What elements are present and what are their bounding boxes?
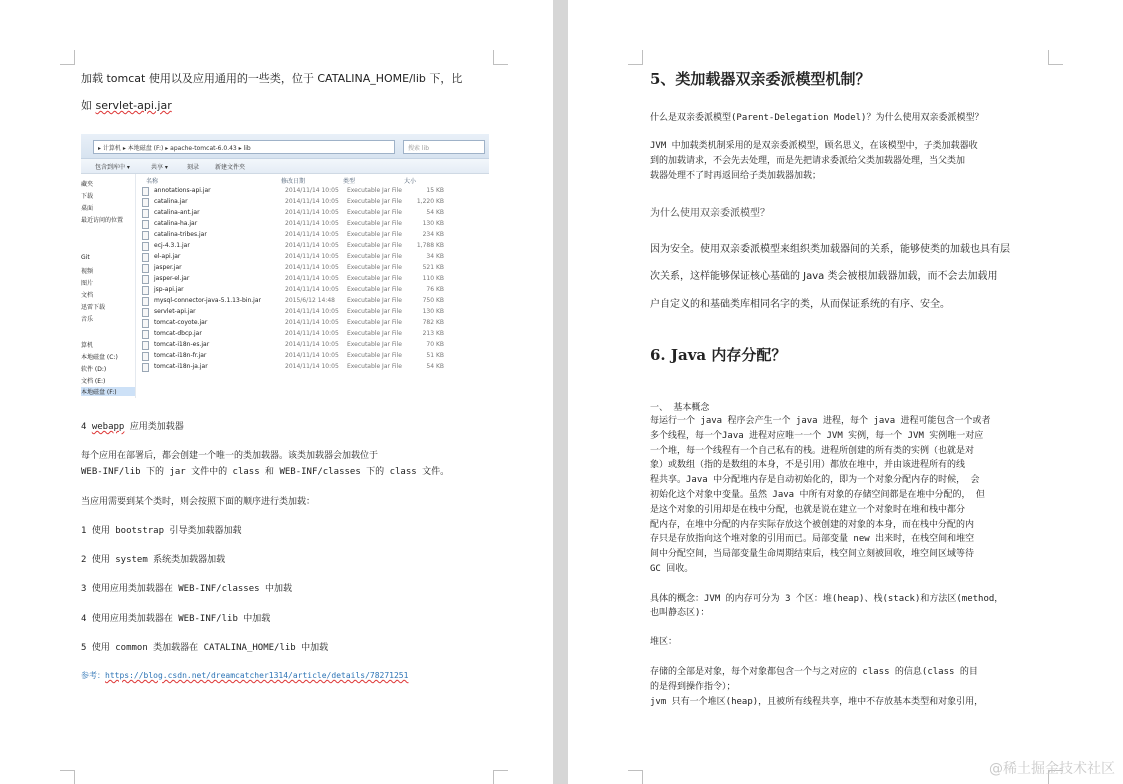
column-header: 修改日期 — [281, 178, 306, 185]
explorer-nav-pane — [81, 174, 136, 398]
file-size: 51 KB — [426, 352, 444, 359]
file-date: 2014/11/14 10:05 — [285, 264, 339, 271]
file-name: jasper-el.jar — [154, 275, 190, 282]
file-size: 782 KB — [422, 319, 444, 326]
intro-prefix: 如 — [81, 99, 96, 112]
crop-mark — [60, 770, 75, 784]
nav-item: 软件 (D:) — [81, 366, 107, 373]
explorer-path-box — [93, 140, 395, 154]
file-date: 2014/11/14 10:05 — [285, 253, 339, 260]
file-row — [142, 230, 482, 240]
file-type: Executable Jar File — [347, 308, 402, 315]
file-date: 2014/11/14 10:05 — [285, 209, 339, 216]
file-type: Executable Jar File — [347, 319, 402, 326]
file-icon — [142, 363, 149, 372]
file-name: mysql-connector-java-5.1.13-bin.jar — [154, 297, 261, 304]
file-type: Executable Jar File — [347, 220, 402, 227]
file-size: 54 KB — [426, 363, 444, 370]
file-row — [142, 219, 482, 229]
file-row — [142, 263, 482, 273]
file-row — [142, 307, 482, 317]
file-size: 1,788 KB — [416, 242, 444, 249]
toolbar-item: 包含到库中 ▾ — [95, 164, 130, 171]
file-row — [142, 197, 482, 207]
file-date: 2014/11/14 10:05 — [285, 242, 339, 249]
paragraph-line: 户自定义的和基础类库相同名字的类，从而保证系统的有序、安全。 — [650, 299, 950, 310]
file-icon — [142, 198, 149, 207]
column-header: 类型 — [343, 178, 356, 185]
crop-mark — [493, 770, 508, 784]
file-type: Executable Jar File — [347, 286, 402, 293]
paragraph-line: 每运行一个 java 程序会产生一个 java 进程，每个 java 进程可能包含一个或者 — [650, 416, 991, 426]
file-name: annotations-api.jar — [154, 187, 211, 194]
file-name: jasper.jar — [154, 264, 182, 271]
explorer-path: ▸ 计算机 ▸ 本地磁盘 (F:) ▸ apache-tomcat-6.0.43 ▸ lib — [98, 145, 251, 152]
sub-heading: 一、 基本概念 — [650, 403, 710, 413]
file-row — [142, 318, 482, 328]
paragraph-line: 也叫静态区)： — [650, 608, 710, 618]
intro-jar-name: servlet-api.jar — [95, 99, 172, 112]
file-name: catalina.jar — [154, 198, 188, 205]
file-date: 2014/11/14 10:05 — [285, 352, 339, 359]
file-type: Executable Jar File — [347, 363, 402, 370]
paragraph-line: 载器处理不了时再返回给子类加载器加载； — [650, 171, 822, 181]
reference-link[interactable]: https://blog.csdn.net/dreamcatcher1314/article/details/78271251 — [105, 671, 409, 680]
file-type: Executable Jar File — [347, 330, 402, 337]
toolbar-item: 共享 ▾ — [151, 164, 168, 171]
section-heading-6: 6. Java 内存分配？ — [650, 346, 787, 364]
paragraph-line: JVM 中加载类机制采用的是双亲委派模型，顾名思义，在该模型中，子类加载器收 — [650, 141, 978, 151]
paragraph-line: 具体的概念：JVM 的内存可分为 3 个区：堆(heap)、栈(stack)和方法区(method， — [650, 594, 1004, 604]
file-date: 2014/11/14 10:05 — [285, 187, 339, 194]
heading-number: 4 — [81, 422, 92, 432]
paragraph-line: 间中分配空间，当局部变量生命周期结束后，栈空间立刻被回收，堆空间区域等待 — [650, 549, 975, 560]
crop-mark — [493, 50, 508, 65]
file-date: 2014/11/14 10:05 — [285, 319, 339, 326]
reference-line — [81, 670, 408, 681]
file-explorer-screenshot — [81, 134, 489, 398]
webapp-heading — [81, 419, 184, 432]
file-icon — [142, 253, 149, 262]
file-icon — [142, 231, 149, 240]
file-size: 54 KB — [426, 209, 444, 216]
file-icon — [142, 242, 149, 251]
file-row — [142, 274, 482, 284]
question-line: 什么是双亲委派模型(Parent-Delegation Model)？为什么使用双亲委派模型？ — [650, 113, 984, 123]
file-type: Executable Jar File — [347, 352, 402, 359]
nav-item: 迅雷下载 — [81, 304, 106, 311]
paragraph-line: 的是得到操作指令）； — [650, 682, 736, 692]
paragraph-line: WEB-INF/lib 下的 jar 文件中的 class 和 WEB-INF/classes 下的 class 文件。 — [81, 467, 450, 477]
paragraph-line: 当应用需要到某个类时，则会按照下面的顺序进行类加载： — [81, 497, 316, 507]
toolbar-item: 刻录 — [187, 164, 200, 171]
crop-mark — [628, 770, 643, 784]
intro-line: 加载 tomcat 使用以及应用通用的一些类，位于 CATALINA_HOME/lib 下，比 — [81, 72, 463, 85]
file-type: Executable Jar File — [347, 231, 402, 238]
file-type: Executable Jar File — [347, 242, 402, 249]
nav-item: 最近访问的位置 — [81, 217, 124, 224]
file-type: Executable Jar File — [347, 297, 402, 304]
paragraph-line: jvm 只有一个堆区(heap)，且被所有线程共享，堆中不存放基本类型和对象引用， — [650, 697, 984, 707]
paragraph-line: 程共享。Java 中分配堆内存是自动初始化的，即为一个对象分配内存的时候， 会 — [650, 475, 980, 486]
file-name: catalina-ant.jar — [154, 209, 200, 216]
heading-keyword: webapp — [91, 422, 125, 432]
nav-item: 算机 — [81, 342, 94, 349]
file-icon — [142, 352, 149, 361]
file-name: tomcat-i18n-ja.jar — [154, 363, 208, 370]
file-icon — [142, 286, 149, 295]
nav-item: 藏夹 — [81, 181, 94, 188]
section-heading-5: 5、类加载器双亲委派模型机制？ — [650, 70, 871, 88]
paragraph-line: GC 回收。 — [650, 564, 694, 574]
file-row — [142, 241, 482, 251]
file-date: 2015/6/12 14:48 — [285, 297, 335, 304]
crop-mark — [1048, 50, 1063, 65]
file-name: tomcat-i18n-es.jar — [154, 341, 210, 348]
step-item: 1 使用 bootstrap 引导类加载器加载 — [81, 526, 242, 536]
step-item: 3 使用应用类加载器在 WEB-INF/classes 中加载 — [81, 584, 292, 594]
intro-line — [81, 97, 172, 113]
nav-item: 文档 (E:) — [81, 378, 106, 385]
file-date: 2014/11/14 10:05 — [285, 198, 339, 205]
file-icon — [142, 275, 149, 284]
file-icon — [142, 308, 149, 317]
file-type: Executable Jar File — [347, 341, 402, 348]
paragraph-line: 存储的全部是对象，每个对象都包含一个与之对应的 class 的信息(class 的目 — [650, 667, 978, 677]
step-item: 4 使用应用类加载器在 WEB-INF/lib 中加载 — [81, 614, 271, 624]
file-date: 2014/11/14 10:05 — [285, 330, 339, 337]
paragraph-line: 一个堆，每一个线程有一个自己私有的栈。进程所创建的所有类的实例（也就是对 — [650, 445, 975, 456]
nav-item-selected: 本地磁盘 (F:) — [81, 387, 135, 396]
file-type: Executable Jar File — [347, 264, 402, 271]
question-line: 为什么使用双亲委派模型？ — [650, 208, 770, 219]
file-size: 76 KB — [426, 286, 444, 293]
file-icon — [142, 209, 149, 218]
file-date: 2014/11/14 10:05 — [285, 275, 339, 282]
step-item: 2 使用 system 系统类加载器加载 — [81, 555, 226, 565]
file-size: 750 KB — [422, 297, 444, 304]
file-name: ecj-4.3.1.jar — [154, 242, 190, 249]
file-size: 234 KB — [422, 231, 444, 238]
file-size: 130 KB — [422, 308, 444, 315]
paragraph-line: 存只是存放指向这个堆对象的引用而已。局部变量 new 出来时，在栈空间和堆空 — [650, 534, 975, 545]
document-page-left — [0, 0, 553, 784]
page-gutter — [553, 0, 568, 784]
column-header: 名称 — [146, 178, 159, 185]
file-row — [142, 329, 482, 339]
file-row — [142, 285, 482, 295]
file-name: catalina-tribes.jar — [154, 231, 207, 238]
paragraph-line: 是这个对象的引用却是在栈中分配，也就是说在建立一个对象时在堆和栈中都分 — [650, 504, 966, 515]
file-type: Executable Jar File — [347, 275, 402, 282]
paragraph-line: 因为安全。使用双亲委派模型来组织类加载器间的关系，能够使类的加载也具有层 — [650, 244, 1010, 255]
heap-label: 堆区： — [650, 637, 678, 647]
nav-item: 音乐 — [81, 316, 94, 323]
file-size: 15 KB — [426, 187, 444, 194]
file-size: 1,220 KB — [416, 198, 444, 205]
file-type: Executable Jar File — [347, 198, 402, 205]
watermark: @稀土掘金技术社区 — [989, 761, 1115, 777]
paragraph-line: 配内存，在堆中分配的内存实际存放这个被创建的对象的本身，而在栈中分配的内 — [650, 519, 975, 530]
file-icon — [142, 341, 149, 350]
paragraph-line: 象）或数组（指的是数组的本身，不是引用）都放在堆中，并由该进程所有的线 — [650, 460, 966, 471]
file-date: 2014/11/14 10:05 — [285, 363, 339, 370]
nav-item: 视频 — [81, 268, 94, 275]
nav-item: 本地磁盘 (C:) — [81, 354, 118, 361]
file-row — [142, 296, 482, 306]
heading-rest: 应用类加载器 — [124, 422, 184, 432]
paragraph-line: 次关系，这样能够保证核心基础的 Java 类会被根加载器加载，而不会去加载用 — [650, 271, 998, 282]
explorer-address-bar — [81, 134, 489, 159]
file-row — [142, 362, 482, 372]
document-page-right — [568, 0, 1123, 784]
explorer-search-text: 搜索 lib — [408, 145, 430, 152]
file-date: 2014/11/14 10:05 — [285, 286, 339, 293]
toolbar-item: 新建文件夹 — [215, 164, 246, 171]
file-size: 70 KB — [426, 341, 444, 348]
file-name: tomcat-coyote.jar — [154, 319, 208, 326]
file-name: catalina-ha.jar — [154, 220, 198, 227]
file-icon — [142, 297, 149, 306]
file-size: 110 KB — [422, 275, 444, 282]
file-date: 2014/11/14 10:05 — [285, 308, 339, 315]
crop-mark — [628, 50, 643, 65]
file-size: 130 KB — [422, 220, 444, 227]
nav-item: Git — [81, 254, 90, 261]
file-type: Executable Jar File — [347, 253, 402, 260]
file-row — [142, 340, 482, 350]
file-row — [142, 252, 482, 262]
paragraph-line: 初始化这个对象中变量。虽然 Java 中所有对象的存储空间都是在堆中分配的， 但 — [650, 490, 985, 500]
file-type: Executable Jar File — [347, 209, 402, 216]
reference-label: 参考： — [81, 671, 105, 680]
explorer-search-box — [403, 140, 485, 154]
file-date: 2014/11/14 10:05 — [285, 341, 339, 348]
file-name: tomcat-i18n-fr.jar — [154, 352, 207, 359]
file-row — [142, 208, 482, 218]
file-name: el-api.jar — [154, 253, 181, 260]
file-date: 2014/11/14 10:05 — [285, 231, 339, 238]
file-type: Executable Jar File — [347, 187, 402, 194]
file-row — [142, 351, 482, 361]
paragraph-line: 多个线程，每一个Java 进程对应唯一一个 JVM 实例，每一个 JVM 实例唯一对应 — [650, 430, 984, 441]
paragraph-line: 到的加载请求，不会先去处理，而是先把请求委派给父类加载器处理，当父类加 — [650, 156, 966, 166]
file-icon — [142, 330, 149, 339]
nav-item: 桌面 — [81, 205, 94, 212]
file-name: tomcat-dbcp.jar — [154, 330, 202, 337]
file-size: 34 KB — [426, 253, 444, 260]
explorer-file-list — [136, 174, 489, 398]
nav-item: 图片 — [81, 280, 94, 287]
file-icon — [142, 264, 149, 273]
column-header: 大小 — [404, 178, 417, 185]
file-row — [142, 186, 482, 196]
file-name: jsp-api.jar — [154, 286, 184, 293]
file-name: servlet-api.jar — [154, 308, 196, 315]
nav-item: 下载 — [81, 193, 94, 200]
file-icon — [142, 220, 149, 229]
file-date: 2014/11/14 10:05 — [285, 220, 339, 227]
file-size: 213 KB — [422, 330, 444, 337]
paragraph-line: 每个应用在部署后，都会创建一个唯一的类加载器。该类加载器会加载位于 — [81, 451, 379, 461]
explorer-toolbar — [81, 159, 489, 174]
file-icon — [142, 187, 149, 196]
step-item: 5 使用 common 类加载器在 CATALINA_HOME/lib 中加载 — [81, 643, 329, 653]
nav-item: 文档 — [81, 292, 94, 299]
file-size: 521 KB — [422, 264, 444, 271]
crop-mark — [60, 50, 75, 65]
file-icon — [142, 319, 149, 328]
